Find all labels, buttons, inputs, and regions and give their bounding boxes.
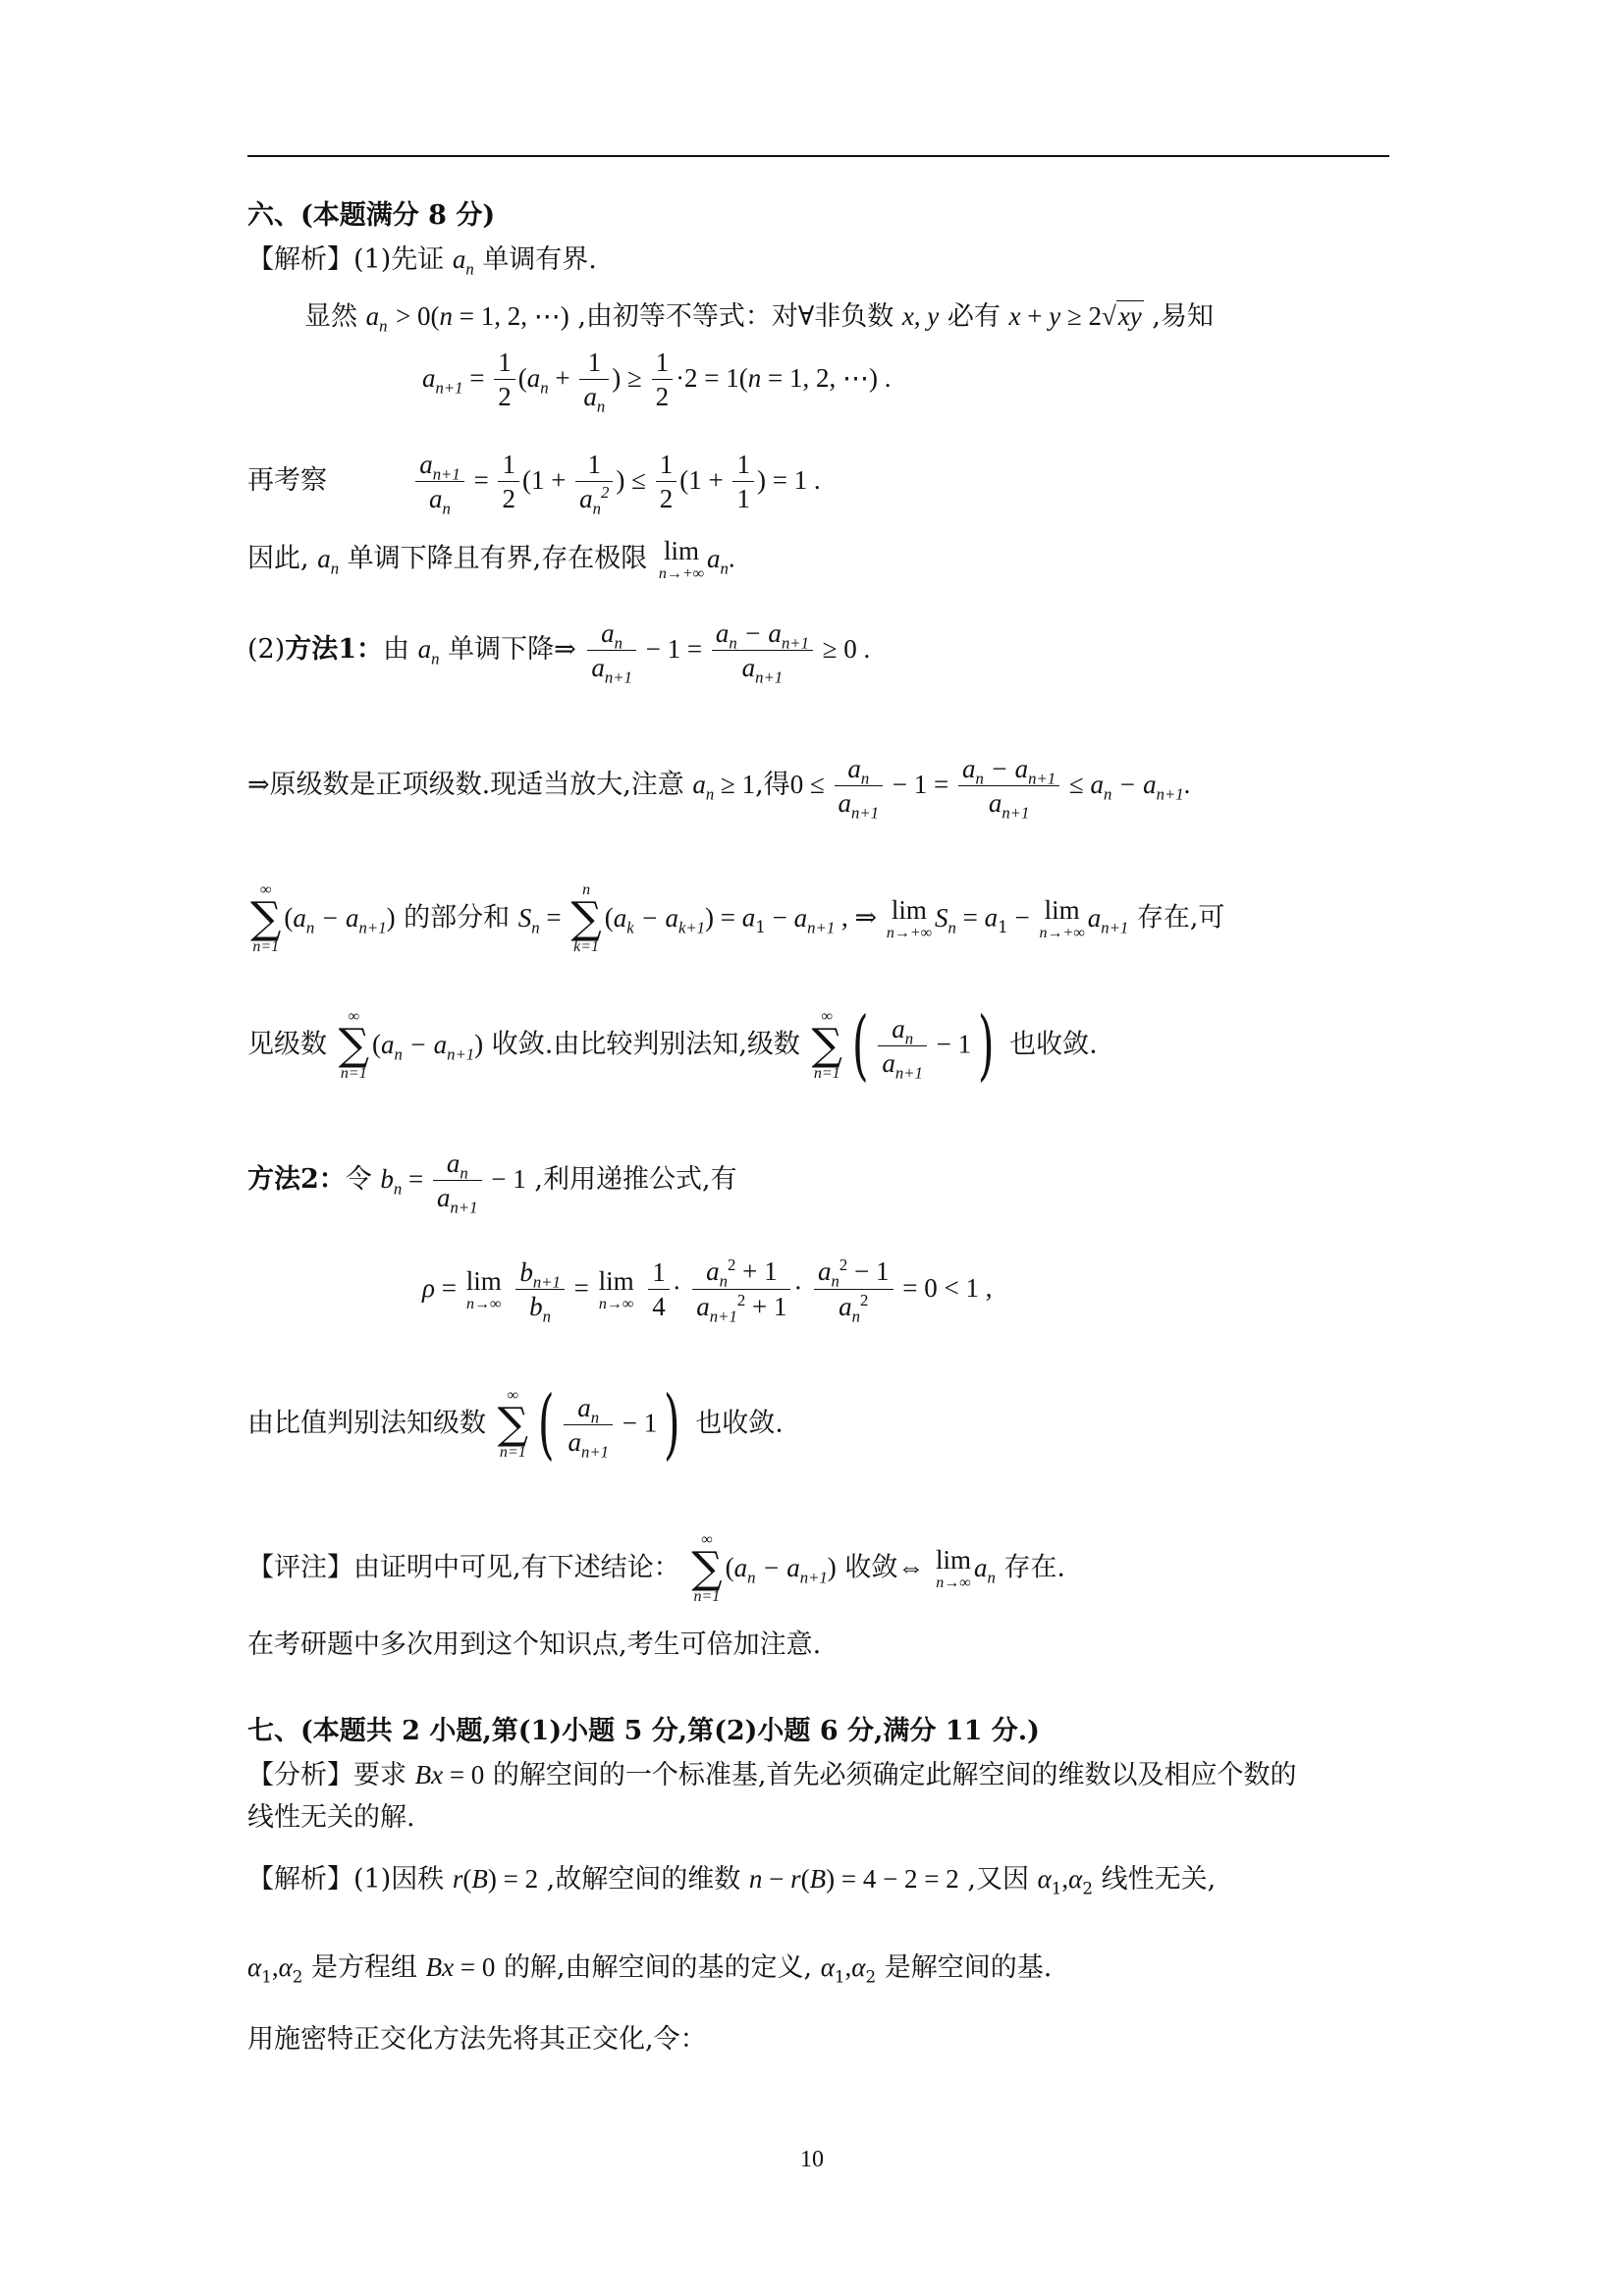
s7-analysis-2: 线性无关的解. xyxy=(247,1802,415,1833)
section-7-title: 七、(本题共 2 小题,第(1)小题 5 分,第(2)小题 6 分,满分 11 分.) xyxy=(247,1716,1040,1746)
s6-formula-2: 再考察 $\frac{a_{n+1}}{a_n}$ = $\frac{1}{2}$ (1 + $\frac{1}{a_n^2}$ ) ≤ $\frac{1}{2}$ (1 + $\frac{1}{1}$ ) = 1 . xyxy=(247,450,821,518)
header-rule xyxy=(247,155,1389,157)
s6-method-1-d: 见级数 ∞ ∑ n=1 $(a_n - a_{n+1})$ 收敛.由比较判别法知,级数 ∞ ∑ n=1 ( $\frac{a_n}{a_{n+1}}$ − 1) 也收敛. xyxy=(247,1001,1098,1090)
s6-para-5: 因此, $a_n$ 单调下降且有界,存在极限 lim n→+∞ $a_n$. xyxy=(247,536,735,582)
s6-method-1: (2)方法1：由 $a_n$ 单调下降⇒ $\frac{a_n}{a_{n+1}}$ − 1 = $\frac{a_n - a_{n+1}}{a_{n+1}}$ ≥ 0 . xyxy=(247,618,871,687)
s6-method-2-concl: 由比值判别法知级数 ∞ ∑ n=1 ( $\frac{a_n}{a_{n+1}}$ − 1) 也收敛. xyxy=(247,1380,784,1468)
method-1-tag: 方法1： xyxy=(285,634,384,665)
s6-ratio-formula: ρ = lim n→∞ $\frac{b_{n+1}}{b_n}$ = lim n→∞ $\frac{1}{4}$ · $\frac{a_n^2 + 1}{a_{n+1}^2 + 1}$ · $\frac{a_n^2 - 1}{a_n^2}$ = 0 < 1 , xyxy=(422,1255,993,1326)
s6-note: 【评注】由证明中可见,有下述结论： ∞ ∑ n=1 $(a_n - a_{n+1})$ 收敛⇔ lim n→∞ $a_n$ 存在. xyxy=(247,1531,1066,1605)
s7-analysis: 【分析】要求 Bx = 0 的解空间的一个标准基,首先必须确定此解空间的维数以及相应个数的 xyxy=(247,1760,1297,1790)
s6-note-2: 在考研题中多次用到这个知识点,考生可倍加注意. xyxy=(247,1629,822,1660)
s6-method-1-c: ∞ ∑ n=1 $(a_n - a_{n+1})$ 的部分和 $S_n$ = n ∑ k=1 $(a_k - a_{k+1}) = a_1 - a_{n+1}$ , ⇒ lim n→+∞ $S_n = a_1$ − lim n→+∞ $a_{n+1}$ 存在,可 xyxy=(250,881,1225,955)
s7-solution-3: 用施密特正交化方法先将其正交化,令： xyxy=(247,2024,707,2055)
analysis-tag: 【解析】 xyxy=(247,244,353,275)
s7-solution: 【解析】(1)因秩 r(B) = 2 ,故解空间的维数 n − r(B) = 4 − 2 = 2 ,又因 $\alpha_1,\alpha_2$ 线性无关, xyxy=(247,1864,1217,1898)
s6-method-1-b: ⇒原级数是正项级数.现适当放大,注意 $a_n \ge 1$,得0 ≤ $\frac{a_n}{a_{n+1}}$ − 1 = $\frac{a_n - a_{n+1}}{a_{n+1}}$ ≤ $a_n - a_{n+1}$. xyxy=(247,754,1191,823)
note-tag: 【评注】 xyxy=(247,1552,353,1583)
analysis-tag-2: 【分析】 xyxy=(247,1760,353,1790)
s7-solution-2: $\alpha_1,\alpha_2$ 是方程组 Bx = 0 的解,由解空间的基的定义, $\alpha_1,\alpha_2$ 是解空间的基. xyxy=(247,1952,1053,1987)
s6-para-2: 显然 $a_n > 0(n = 1$, 2, ⋯) ,由初等不等式：对∀非负数 x, y 必有 x + y ≥ 2√xy ,易知 xyxy=(304,301,1214,336)
solution-tag: 【解析】 xyxy=(247,1864,353,1895)
s6-method-2: 方法2：令 $b_n$ = $\frac{a_n}{a_{n+1}}$ − 1 ,利用递推公式,有 xyxy=(247,1148,737,1217)
method-2-tag: 方法2： xyxy=(247,1164,346,1195)
s6-para-1: 【解析】(1)先证 $a_n$ 单调有界. xyxy=(247,244,597,279)
page-number: 10 xyxy=(800,2147,824,2172)
s6-formula-1: $a_{n+1}$ = $\frac{1}{2}$ ($a_n$ + $\frac{1}{a_n}$ ) ≥ $\frac{1}{2}$ ·2 = 1(n = 1, 2, ⋯) . xyxy=(422,347,892,416)
section-6-title: 六、(本题满分 8 分) xyxy=(247,200,496,231)
